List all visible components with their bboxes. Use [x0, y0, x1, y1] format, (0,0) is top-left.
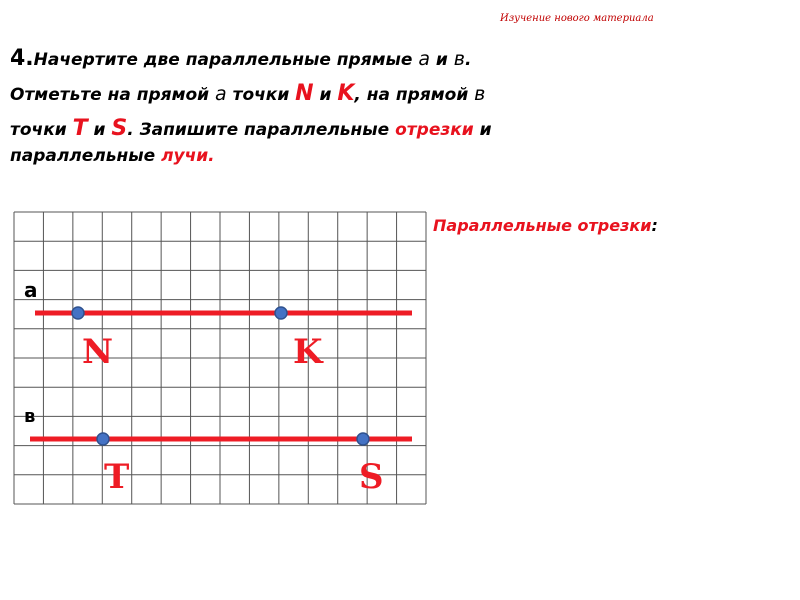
point-k	[275, 307, 287, 319]
point-k-text: K	[337, 81, 355, 106]
point-s-label: S	[359, 457, 384, 497]
var-a: а	[418, 48, 431, 70]
task-line3-end: и	[473, 120, 492, 140]
and-word: и	[313, 85, 338, 105]
task-line2-tail: , на прямой	[354, 85, 475, 105]
var-b: в	[474, 83, 486, 105]
task-line1-text: Начертите две параллельные прямые	[33, 50, 419, 70]
and-word: и	[430, 50, 454, 70]
answer-colon: :	[651, 216, 658, 235]
lesson-subtitle: Изучение нового материала	[500, 13, 654, 24]
task-number: 4.	[10, 46, 34, 71]
point-s	[357, 433, 369, 445]
var-b: в	[453, 48, 465, 70]
point-s-text: S	[111, 116, 128, 141]
task-line3-text: точки	[10, 120, 73, 140]
task-line3-tail: . Запишите параллельные	[127, 120, 396, 140]
var-a: а	[215, 83, 227, 105]
period: .	[464, 50, 472, 70]
point-n-text: N	[295, 81, 314, 106]
point-n-label: N	[82, 332, 114, 372]
line-a-label: а	[24, 278, 38, 302]
task-line4-text: параллельные	[10, 146, 162, 166]
and-word: и	[87, 120, 112, 140]
line-b-label: в	[24, 406, 36, 427]
rays-word: лучи.	[161, 146, 215, 166]
point-t	[97, 433, 109, 445]
segments-word: отрезки	[395, 120, 474, 140]
task-line2-points: точки	[226, 85, 296, 105]
point-k-label: K	[293, 332, 323, 372]
point-t-text: T	[72, 116, 88, 141]
answer-label-text: Параллельные отрезки	[433, 216, 652, 235]
task-line2-text: Отметьте на прямой	[10, 85, 216, 105]
point-t-label: T	[104, 457, 130, 497]
point-n	[72, 307, 84, 319]
